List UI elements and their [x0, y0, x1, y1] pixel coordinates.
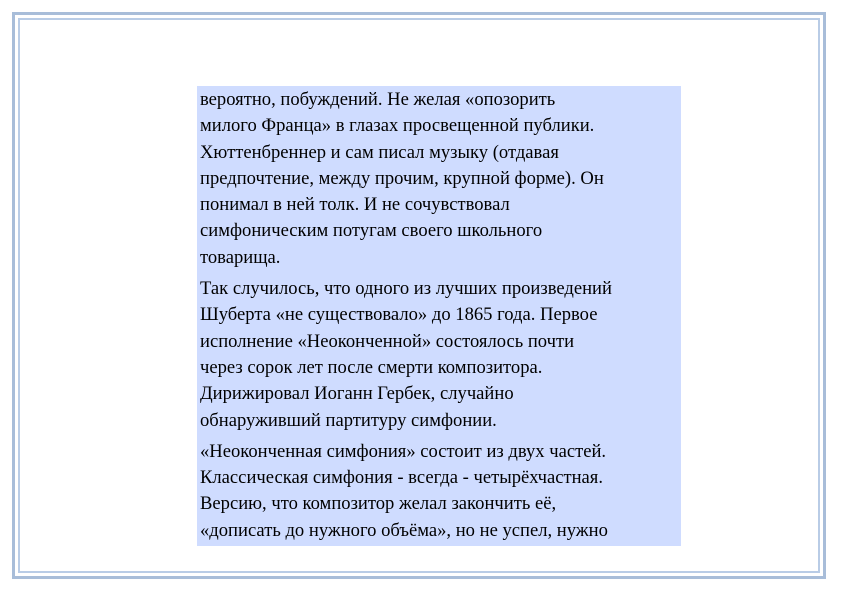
text-line: Так случилось, что одного из лучших произведений	[200, 278, 612, 300]
text-line: Версию, что композитор желал закончить её,	[200, 493, 557, 515]
text-line: Шуберта «не существовало» до 1865 года. Первое	[200, 304, 598, 326]
text-line: через сорок лет после смерти композитора.	[200, 356, 543, 378]
text-line: «Неоконченная симфония» состоит из двух частей.	[200, 440, 607, 462]
paragraph-2	[200, 276, 678, 434]
text-line: милого Франца» в глазах просвещенной публики.	[200, 115, 595, 137]
text-line: обнаруживший партитуру симфонии.	[200, 409, 497, 431]
paragraph-1	[200, 87, 678, 271]
paragraph-3	[200, 439, 678, 544]
text-line: предпочтение, между прочим, крупной форме). Он	[200, 167, 604, 189]
text-line: Хюттенбреннер и сам писал музыку (отдавая	[200, 141, 559, 163]
text-box	[197, 86, 681, 546]
text-line: понимал в ней толк. И не сочувствовал	[200, 194, 510, 216]
text-line: вероятно, побуждений. Не желая «опозорить	[200, 89, 556, 110]
text-line: «дописать до нужного объёма», но не успел, нужно	[200, 519, 608, 541]
text-line: Классическая симфония - всегда - четырёхчастная.	[200, 467, 604, 489]
text-line: исполнение «Неоконченной» состоялось почти	[200, 330, 575, 352]
text-line: товарища.	[200, 246, 281, 268]
text-line: симфоническим потугам своего школьного	[200, 220, 543, 242]
text-line: Дирижировал Иоганн Гербек, случайно	[200, 383, 514, 405]
